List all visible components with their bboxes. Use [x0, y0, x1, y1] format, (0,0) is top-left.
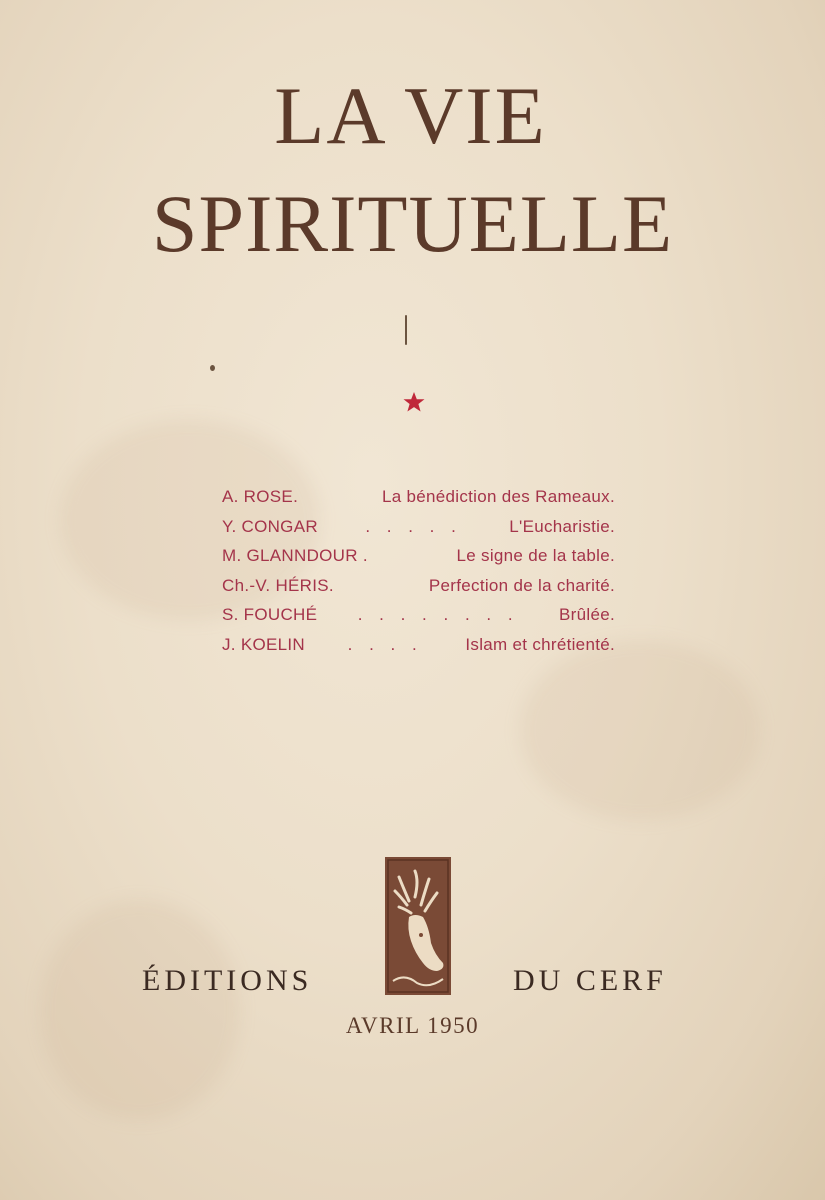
toc-author: A. ROSE. — [222, 487, 299, 506]
publisher-name-left: ÉDITIONS — [142, 964, 313, 997]
title-line-2: SPIRITUELLE — [151, 178, 674, 269]
toc-article: Perfection de la charité. — [428, 575, 615, 595]
toc-article: L'Eucharistie. — [509, 516, 615, 536]
table-of-contents — [222, 487, 615, 664]
toc-row — [222, 635, 615, 665]
paper-crease — [405, 315, 407, 345]
toc-article: Brûlée. — [559, 605, 615, 624]
toc-leader: . . . . . . . . — [357, 605, 519, 624]
toc-author: Y. CONGAR — [222, 516, 318, 536]
toc-author: S. FOUCHÉ — [222, 605, 318, 624]
toc-row — [222, 546, 615, 576]
paper-stain — [40, 900, 240, 1120]
toc-row — [222, 605, 615, 635]
toc-row — [222, 487, 615, 517]
issue-date: AVRIL 1950 — [345, 1013, 480, 1038]
toc-author: M. GLANNDOUR . — [222, 546, 368, 565]
toc-article: La bénédiction des Rameaux. — [381, 487, 615, 506]
toc-article: Le signe de la table. — [456, 546, 615, 565]
publisher-name-right: DU CERF — [513, 964, 667, 997]
paper-stain — [520, 640, 760, 820]
toc-leader: . . . . — [347, 634, 423, 654]
stag-head-icon — [385, 857, 451, 995]
title-line-1: LA VIE — [274, 70, 547, 161]
toc-article: Islam et chrétienté. — [465, 634, 615, 654]
toc-leader: . . . . . — [365, 516, 462, 536]
toc-row — [222, 517, 615, 547]
toc-author: J. KOELIN — [222, 634, 306, 654]
toc-row — [222, 576, 615, 606]
star-icon — [402, 390, 426, 414]
toc-author: Ch.-V. HÉRIS. — [222, 575, 334, 595]
paper-speck — [210, 365, 215, 371]
